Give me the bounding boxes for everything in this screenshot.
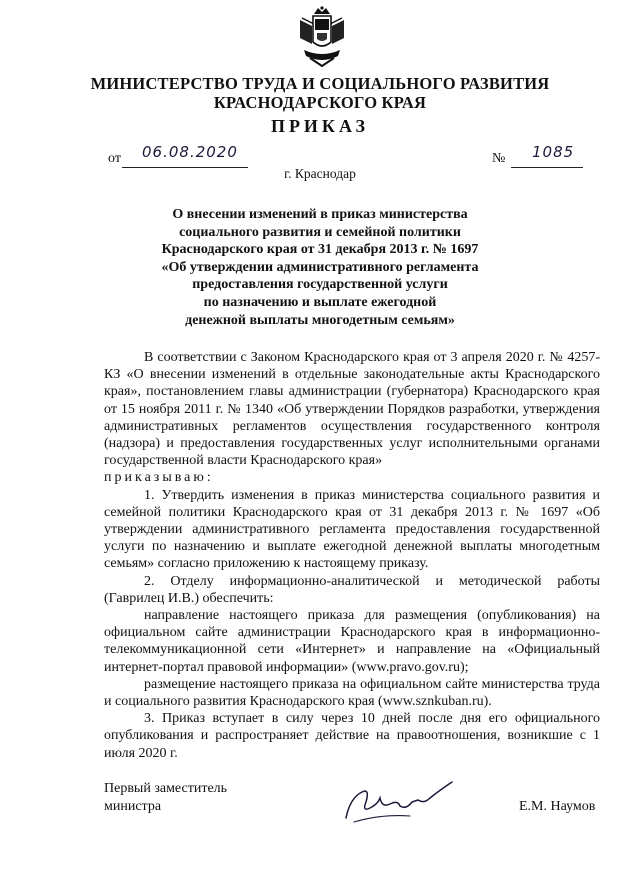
ministry-name xyxy=(0,74,640,112)
signatory-position-line1: Первый заместитель xyxy=(104,781,228,796)
handwritten-signature xyxy=(340,778,460,824)
signatory-name: Е.М. Наумов xyxy=(519,799,596,814)
handwritten-date: 06.08.2020 xyxy=(142,143,238,161)
subject-line: Краснодарского края от 31 декабря 2013 г. № 1697 xyxy=(161,242,479,258)
handwritten-number: 1085 xyxy=(532,143,575,161)
item-3-paragraph: 3. Приказ вступает в силу через 10 дней после дня его официального опубликования и распространяет действие на правоотношения, возникшие с 1 июля 2020 г. xyxy=(104,711,600,761)
item-2-paragraph: 2. Отделу информационно-аналитической и методической работы (Гаврилец И.В.) обеспечить: xyxy=(104,573,600,606)
preamble-paragraph: В соответствии с Законом Краснодарского края от 3 апреля 2020 г. № 4257-КЗ «О внесении изменений в отдельные законодательные акты Краснодарского края», постановлением главы администрации (губернатора) Краснодарского края от 15 ноября 2011 г. № 1340 «Об утверждении Порядков разработки, утверждения административных регламентов осуществления государственного контроля (надзора) и предоставления государственных услуг исполнительными органами государственной власти Краснодарского края» xyxy=(104,350,600,469)
orders-word: приказываю: xyxy=(104,470,214,486)
subject-line: социального развития и семейной политики xyxy=(179,224,461,240)
date-prefix: от xyxy=(108,151,121,166)
signatory-position xyxy=(104,780,227,816)
order-title: ПРИКАЗ xyxy=(270,116,370,136)
number-prefix: № xyxy=(492,151,506,166)
subject-line: О внесении изменений в приказ министерства xyxy=(172,207,468,222)
subject-line: «Об утверждении административного регламента xyxy=(161,259,479,275)
ministry-name-line2: КРАСНОДАРСКОГО КРАЯ xyxy=(213,93,427,112)
order-subject xyxy=(0,206,640,329)
item-2a-paragraph: направление настоящего приказа для размещения (опубликования) на официальном сайте администрации Краснодарского края в информационно-телекоммуникационной сети «Интернет» и направление на «Официальный интернет-портал правовой информации» (www.pravo.gov.ru); xyxy=(104,608,600,675)
city: г. Краснодар xyxy=(284,166,356,181)
subject-line: предоставления государственной услуги xyxy=(192,277,448,293)
subject-line: денежной выплаты многодетным семьям» xyxy=(185,312,455,328)
signatory-position-line2: министра xyxy=(104,799,162,814)
item-1-paragraph: 1. Утвердить изменения в приказ министерства социального развития и семейной политики Краснодарского края от 31 декабря 2013 г. № 1697 «Об утверждении административного регламента предоставления государственной услуги по назначению и выплате ежегодной денежной выплаты многодетным семьям» согласно приложению к настоящему приказу. xyxy=(104,487,600,572)
coat-of-arms-icon xyxy=(296,6,348,68)
order-body xyxy=(104,349,600,762)
item-2b-paragraph: размещение настоящего приказа на официальном сайте министерства труда и социального развития Краснодарского края (www.sznkuban.ru). xyxy=(104,676,600,710)
ministry-name-line1: МИНИСТЕРСТВО ТРУДА И СОЦИАЛЬНОГО РАЗВИТИЯ xyxy=(90,74,550,93)
subject-line: по назначению и выплате ежегодной xyxy=(203,294,437,310)
